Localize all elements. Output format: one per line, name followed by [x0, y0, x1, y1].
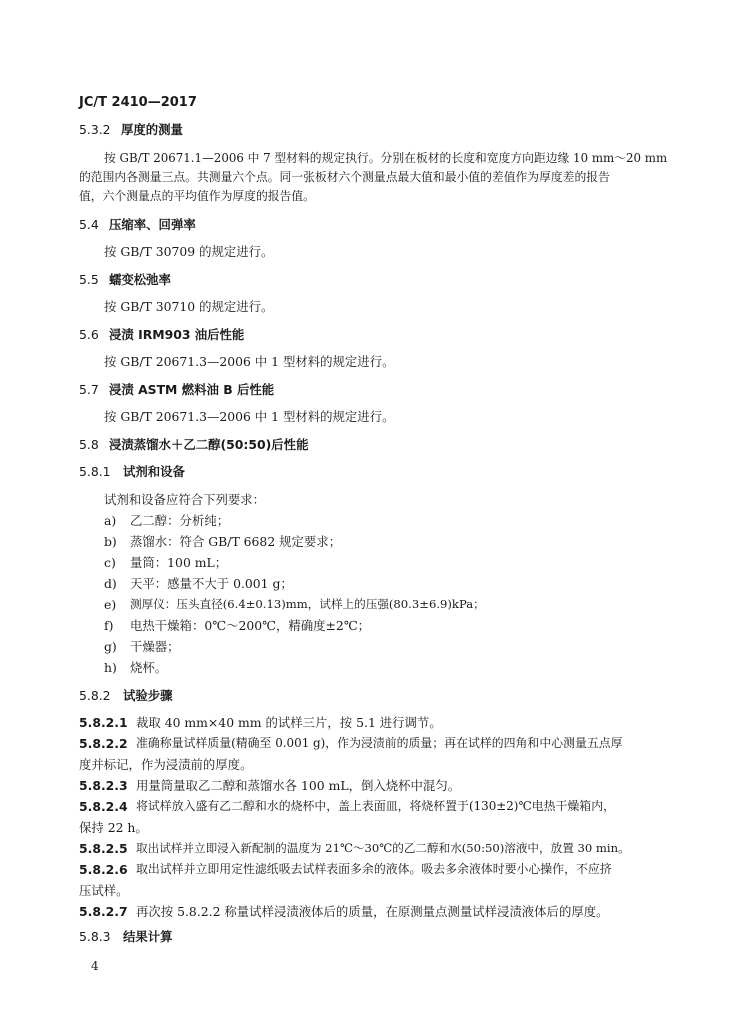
list-item-label: f) — [104, 618, 114, 633]
paragraph-line: 的范围内各测量三点。共测量六个点。同一张板材六个测量点最大值和最小值的差值作为厚度差的报告 — [79, 170, 610, 184]
section-number: 5.7 — [79, 382, 99, 397]
paragraph-line: 试剂和设备应符合下列要求： — [104, 492, 266, 507]
section-number: 5.4 — [79, 217, 99, 232]
section-title: 厚度的测量 — [121, 122, 183, 137]
section-number: 5.6 — [79, 327, 99, 342]
section-title: 浸渍 ASTM 燃料油 B 后性能 — [109, 382, 275, 397]
section-title: 试剂和设备 — [123, 464, 185, 479]
step-number: 5.8.2.5 — [79, 841, 128, 856]
step-line: 保持 22 h。 — [79, 820, 148, 835]
list-item-text: 测厚仪：压头直径(6.4±0.13)mm，试样上的压强(80.3±6.9)kPa； — [130, 597, 485, 611]
list-item-text: 量筒：100 mL； — [130, 555, 228, 570]
section-number: 5.5 — [79, 272, 99, 287]
section-number: 5.8.2 — [79, 688, 111, 703]
list-item-label: d) — [104, 576, 117, 591]
step-line: 再次按 5.8.2.2 称量试样浸渍液体后的质量，在原测量点测量试样浸渍液体后的厚度。 — [136, 904, 609, 919]
step-number: 5.8.2.2 — [79, 736, 128, 751]
list-item-label: b) — [104, 534, 117, 549]
step-number: 5.8.2.4 — [79, 799, 128, 814]
list-item-label: e) — [104, 597, 117, 612]
list-item-text: 电热干燥箱：0℃～200℃，精确度±2℃； — [130, 618, 371, 633]
paragraph-line: 按 GB/T 20671.3—2006 中 1 型材料的规定进行。 — [104, 409, 395, 424]
step-number: 5.8.2.1 — [79, 715, 128, 730]
list-item-label: a) — [104, 513, 117, 528]
step-line: 度并标记，作为浸渍前的厚度。 — [79, 757, 253, 772]
list-item-text: 干燥器； — [130, 639, 180, 654]
step-line: 裁取 40 mm×40 mm 的试样三片，按 5.1 进行调节。 — [136, 715, 442, 730]
step-line: 压试样。 — [79, 883, 129, 898]
paragraph-line: 按 GB/T 30709 的规定进行。 — [104, 244, 274, 259]
section-number: 5.3.2 — [79, 122, 111, 137]
section-title: 浸渍蒸馏水＋乙二醇(50:50)后性能 — [109, 437, 309, 452]
paragraph-line: 按 GB/T 30710 的规定进行。 — [104, 299, 274, 314]
list-item-text: 蒸馏水：符合 GB/T 6682 规定要求； — [130, 534, 342, 549]
step-line: 将试样放入盛有乙二醇和水的烧杯中，盖上表面皿，将烧杯置于(130±2)℃电热干燥箱内， — [136, 799, 615, 813]
list-item-text: 烧杯。 — [130, 660, 168, 675]
page-header-code: JC/T 2410—2017 — [79, 95, 197, 110]
section-title: 结果计算 — [123, 929, 173, 944]
paragraph-line: 值，六个测量点的平均值作为厚度的报告值。 — [79, 189, 315, 203]
section-title: 蠕变松弛率 — [109, 272, 171, 287]
list-item-label: g) — [104, 639, 117, 654]
list-item-text: 乙二醇：分析纯； — [130, 513, 230, 528]
step-number: 5.8.2.3 — [79, 778, 128, 793]
paragraph-line: 按 GB/T 20671.1—2006 中 7 型材料的规定执行。分别在板材的长度和宽度方向距边缘 10 mm～20 mm — [104, 151, 668, 165]
paragraph-line: 按 GB/T 20671.3—2006 中 1 型材料的规定进行。 — [104, 354, 395, 369]
page-number: 4 — [91, 959, 99, 973]
step-line: 取出试样并立即浸入新配制的温度为 21℃～30℃的乙二醇和水(50:50)溶液中，放置 30 min。 — [136, 841, 630, 855]
section-number: 5.8.1 — [79, 464, 111, 479]
section-title: 压缩率、回弹率 — [109, 217, 196, 232]
list-item-label: c) — [104, 555, 116, 570]
step-number: 5.8.2.7 — [79, 904, 128, 919]
list-item-text: 天平：感量不大于 0.001 g； — [130, 576, 293, 591]
step-line: 用量筒量取乙二醇和蒸馏水各 100 mL，倒入烧杯中混匀。 — [136, 778, 461, 793]
step-line: 准确称量试样质量(精确至 0.001 g)，作为浸渍前的质量；再在试样的四角和中心测量五点厚 — [136, 736, 623, 750]
section-number: 5.8 — [79, 437, 99, 452]
step-line: 取出试样并立即用定性滤纸吸去试样表面多余的液体。吸去多余液体时要小心操作，不应挤 — [136, 862, 612, 876]
step-number: 5.8.2.6 — [79, 862, 128, 877]
list-item-label: h) — [104, 660, 117, 675]
section-title: 试验步骤 — [123, 688, 173, 703]
section-title: 浸渍 IRM903 油后性能 — [109, 327, 245, 342]
section-number: 5.8.3 — [79, 929, 111, 944]
